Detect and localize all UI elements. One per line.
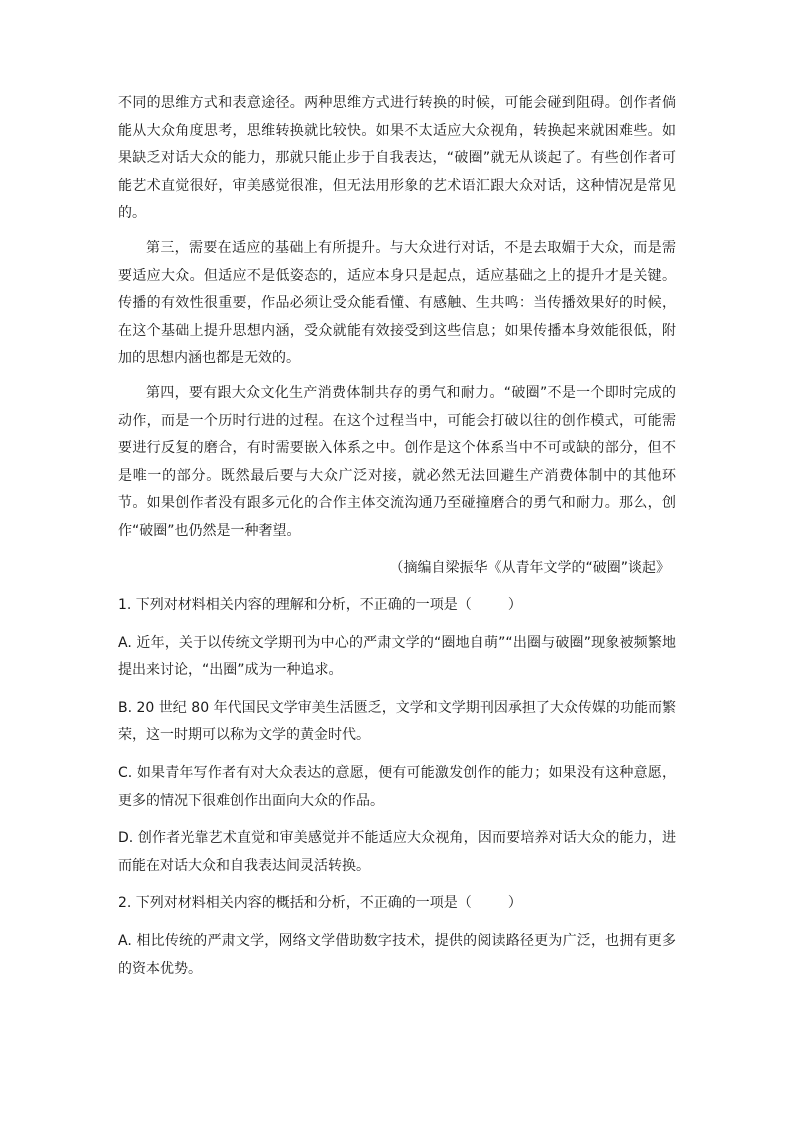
source-citation: （摘编自梁振华《从青年文学的“破圈”谈起》 (389, 559, 670, 576)
document-page (118, 90, 676, 983)
question-1-stem (118, 592, 676, 620)
question-2-stem (118, 890, 676, 918)
question-1-option-d: D. 创作者光靠艺术直觉和审美感觉并不能适应大众视角，因而要培养对话大众的能力，进而能在对话大众和自我表达间灵活转换。 (118, 830, 676, 874)
passage-paragraph-third-point: 第三，需要在适应的基础上有所提升。与大众进行对话，不是去取媚于大众，而是需要适应大众。但适应不是低姿态的，适应本身只是起点，适应基础之上的提升才是关键。传播的有效性很重要，作品必须让受众能看懂、有感触、生共鸣：当传播效果好的时候，在这个基础上提升思想内涵，受众就能有效接受到这些信息；如果传播本身效能很低，附加的思想内涵也都是无效的。 (118, 239, 676, 367)
question-1-option-b: B. 20 世纪 80 年代国民文学审美生活匮乏，文学和文学期刊因承担了大众传媒的功能而繁荣，这一时期可以称为文学的黄金时代。 (118, 699, 676, 744)
question-2-option-a: A. 相比传统的严肃文学，网络文学借助数字技术，提供的阅读路径更为广泛，也拥有更多的资本优势。 (118, 933, 676, 977)
question-1-option-c: C. 如果青年写作者有对大众表达的意愿，便有可能激发创作的能力；如果没有这种意愿，更多的情况下很难创作出面向大众的作品。 (118, 765, 676, 809)
question-1-text: 1. 下列对材料相关内容的理解和分析，不正确的一项是（ (118, 597, 472, 614)
question-2-text: 2. 下列对材料相关内容的概括和分析，不正确的一项是（ (118, 895, 472, 912)
question-1-option-a: A. 近年，关于以传统文学期刊为中心的严肃文学的“圈地自萌”“出圈与破圈”现象被频繁地提出来讨论，“出圈”成为一种追求。 (118, 634, 676, 679)
passage-paragraph-fourth-point: 第四，要有跟大众文化生产消费体制共存的勇气和耐力。“破圈”不是一个即时完成的动作，而是一个历时行进的过程。在这个过程当中，可能会打破以往的创作模式，可能需要进行反复的磨合，有时需要嵌入体系之中。创作是这个体系当中不可或缺的部分，但不是唯一的部分。既然最后要与大众广泛对接，就必然无法回避生产消费体制中的其他环节。如果创作者没有跟多元化的合作主体交流沟通乃至碰撞磨合的勇气和耐力。那么，创作“破圈”也仍然是一种奢望。 (118, 384, 676, 539)
question-2-close: ） (507, 895, 522, 912)
question-1-close: ） (507, 597, 522, 614)
passage-paragraph-continued: 不同的思维方式和表意途径。两种思维方式进行转换的时候，可能会碰到阻碍。创作者倘能从大众角度思考，思维转换就比较快。如果不太适应大众视角，转换起来就困难些。如果缺乏对话大众的能力，那就只能止步于自我表达，“破圈”就无从谈起了。有些创作者可能艺术直觉很好，审美感觉很准，但无法用形象的艺术语汇跟大众对话，这种情况是常见的。 (118, 95, 676, 222)
